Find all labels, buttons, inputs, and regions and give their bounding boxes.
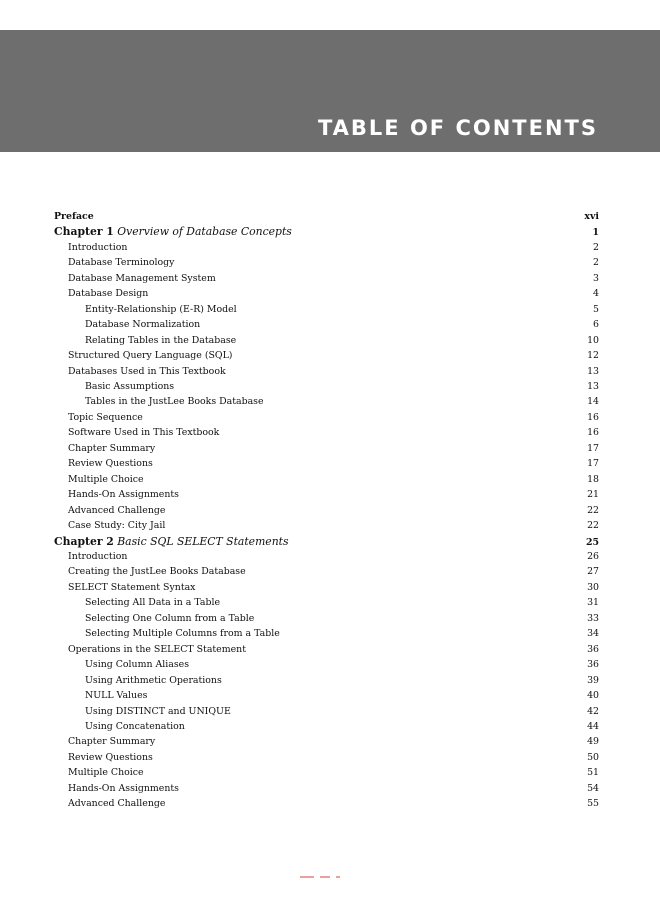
toc-entry-label: Multiple Choice (68, 473, 144, 485)
toc-entry-page: 55 (587, 798, 599, 810)
toc-entry-label: Using DISTINCT and UNIQUE (85, 705, 231, 717)
toc-subentry[interactable] (54, 719, 599, 734)
toc-entry-label: Databases Used in This Textbook (68, 365, 226, 377)
toc-entry-page: 39 (587, 674, 599, 686)
footer-decoration (300, 866, 360, 870)
toc-entry-label: Basic Assumptions (85, 380, 175, 392)
toc-entry-page: 2 (593, 241, 599, 253)
toc-subentry[interactable] (54, 317, 599, 332)
toc-entry-label: Selecting Multiple Columns from a Table (85, 628, 280, 640)
toc-entry[interactable] (54, 348, 599, 363)
toc-entry[interactable] (54, 410, 599, 425)
toc-entry[interactable] (54, 487, 599, 502)
toc-entry-label: Selecting One Column from a Table (85, 612, 255, 624)
toc-subentry[interactable] (54, 333, 599, 348)
toc-entry-page: 16 (587, 427, 599, 439)
toc-entry-page: 18 (587, 473, 599, 485)
toc-entry-page: 14 (587, 396, 599, 408)
toc-entry-label: Database Terminology (68, 257, 175, 269)
toc-entry-label: SELECT Statement Syntax (68, 581, 196, 593)
toc-entry[interactable] (54, 441, 599, 456)
toc-entry[interactable] (54, 240, 599, 255)
toc-entry[interactable] (54, 425, 599, 440)
toc-entry[interactable] (54, 781, 599, 796)
toc-entry-label: Tables in the JustLee Books Database (85, 396, 264, 408)
toc-entry-page: xvi (584, 211, 599, 222)
toc-entry-page: 3 (593, 272, 599, 284)
title-banner (0, 30, 660, 152)
toc-entry[interactable] (54, 271, 599, 286)
toc-subentry[interactable] (54, 595, 599, 610)
toc-entry-label: Entity-Relationship (E-R) Model (85, 303, 237, 315)
toc-entry-page: 54 (587, 782, 599, 794)
toc-entry-label: Hands-On Assignments (68, 489, 179, 501)
toc-subentry[interactable] (54, 611, 599, 626)
toc-entry-page: 51 (587, 767, 599, 779)
toc-entry[interactable] (54, 456, 599, 471)
toc-entry-label: Case Study: City Jail (68, 520, 166, 532)
toc-entry-page: 50 (587, 751, 599, 763)
toc-entry-page: 34 (587, 628, 599, 640)
toc-entry-label: Using Column Aliases (85, 659, 190, 671)
toc-entry-page: 44 (587, 720, 599, 732)
toc-entry[interactable] (54, 503, 599, 518)
toc-entry[interactable] (54, 518, 599, 533)
toc-entry-page: 17 (587, 458, 599, 470)
toc-entry[interactable] (54, 286, 599, 301)
toc-entry-page: 16 (587, 411, 599, 423)
toc-entry-page: 10 (587, 334, 599, 346)
toc-entry-page: 36 (587, 659, 599, 671)
toc-entry[interactable] (54, 734, 599, 749)
toc-entry[interactable] (54, 750, 599, 765)
toc-entry-label: Database Design (68, 288, 149, 300)
toc-entry-label: Advanced Challenge (68, 504, 166, 516)
toc-subentry[interactable] (54, 379, 599, 394)
toc-entry-label: Selecting All Data in a Table (85, 597, 220, 609)
toc-entry-page: 25 (585, 536, 599, 548)
toc-entry-page: 30 (587, 581, 599, 593)
toc-entry-label: Structured Query Language (SQL) (68, 350, 233, 362)
toc-entry-label: Creating the JustLee Books Database (68, 566, 246, 578)
toc-chapter-2[interactable] (54, 534, 599, 549)
toc-entry-page: 26 (587, 550, 599, 562)
toc-entry[interactable] (54, 364, 599, 379)
toc-entry[interactable] (54, 549, 599, 564)
toc-entry-page: 12 (587, 350, 599, 362)
toc-entry-label: Chapter Summary (68, 736, 156, 748)
toc-entry-label: Topic Sequence (68, 411, 143, 423)
toc-entry-label: Software Used in This Textbook (68, 427, 220, 439)
toc-entry-label: Database Normalization (85, 319, 201, 331)
toc-entry-label: Using Concatenation (85, 720, 185, 732)
toc-entry-page: 27 (587, 566, 599, 578)
toc-entry-label: Chapter Summary (68, 442, 156, 454)
toc-entry-label: Hands-On Assignments (68, 782, 179, 794)
chapter-number: Chapter 1 (54, 225, 114, 239)
toc-entry-page: 13 (587, 380, 599, 392)
chapter-number: Chapter 2 (54, 534, 114, 548)
toc-entry-page: 42 (587, 705, 599, 717)
toc-entry[interactable] (54, 564, 599, 579)
toc-entry-page: 21 (587, 489, 599, 501)
toc-entry-page: 5 (593, 303, 599, 315)
toc-entry-page: 22 (587, 520, 599, 532)
toc-entry-label: Preface (54, 211, 94, 222)
toc-subentry[interactable] (54, 673, 599, 688)
toc-chapter-1[interactable] (54, 224, 599, 239)
toc-entry-label: Introduction (68, 550, 128, 562)
toc-entry-label: Advanced Challenge (68, 798, 166, 810)
toc-entry-page: 36 (587, 643, 599, 655)
chapter-title: Overview of Database Concepts (117, 225, 292, 239)
toc-entry-page: 33 (587, 612, 599, 624)
page-title: TABLE OF CONTENTS (317, 116, 598, 140)
toc-entry[interactable] (54, 255, 599, 270)
toc-entry-label: Review Questions (68, 458, 153, 470)
toc-subentry[interactable] (54, 394, 599, 409)
toc-entry-page: 6 (593, 319, 599, 331)
toc-subentry[interactable] (54, 657, 599, 672)
toc-entry-label: Operations in the SELECT Statement (68, 643, 246, 655)
chapter-title: Basic SQL SELECT Statements (117, 534, 289, 548)
toc-entry[interactable] (54, 580, 599, 595)
toc-subentry[interactable] (54, 688, 599, 703)
toc-entry-page: 4 (593, 288, 599, 300)
toc-entry-label: Database Management System (68, 272, 216, 284)
toc-entry[interactable] (54, 765, 599, 780)
toc-entry-label: Relating Tables in the Database (85, 334, 237, 346)
toc-entry-page: 40 (587, 690, 599, 702)
toc-entry-page: 17 (587, 442, 599, 454)
toc-entry-label: Introduction (68, 241, 128, 253)
toc-entry-label: NULL Values (85, 690, 148, 702)
toc-entry[interactable] (54, 472, 599, 487)
toc-entry-page: 31 (587, 597, 599, 609)
toc-subentry[interactable] (54, 626, 599, 641)
toc-entry-page: 22 (587, 504, 599, 516)
toc-subentry[interactable] (54, 704, 599, 719)
toc-entry-label: Using Arithmetic Operations (85, 674, 222, 686)
table-of-contents (54, 209, 599, 812)
toc-entry-page: 13 (587, 365, 599, 377)
toc-entry-label: Review Questions (68, 751, 153, 763)
toc-entry-page: 2 (593, 257, 599, 269)
toc-entry[interactable] (54, 642, 599, 657)
toc-subentry[interactable] (54, 302, 599, 317)
toc-entry-label: Multiple Choice (68, 767, 144, 779)
toc-entry-preface[interactable] (54, 209, 599, 224)
toc-entry[interactable] (54, 796, 599, 811)
toc-entry-page: 1 (592, 227, 599, 239)
toc-entry-page: 49 (587, 736, 599, 748)
